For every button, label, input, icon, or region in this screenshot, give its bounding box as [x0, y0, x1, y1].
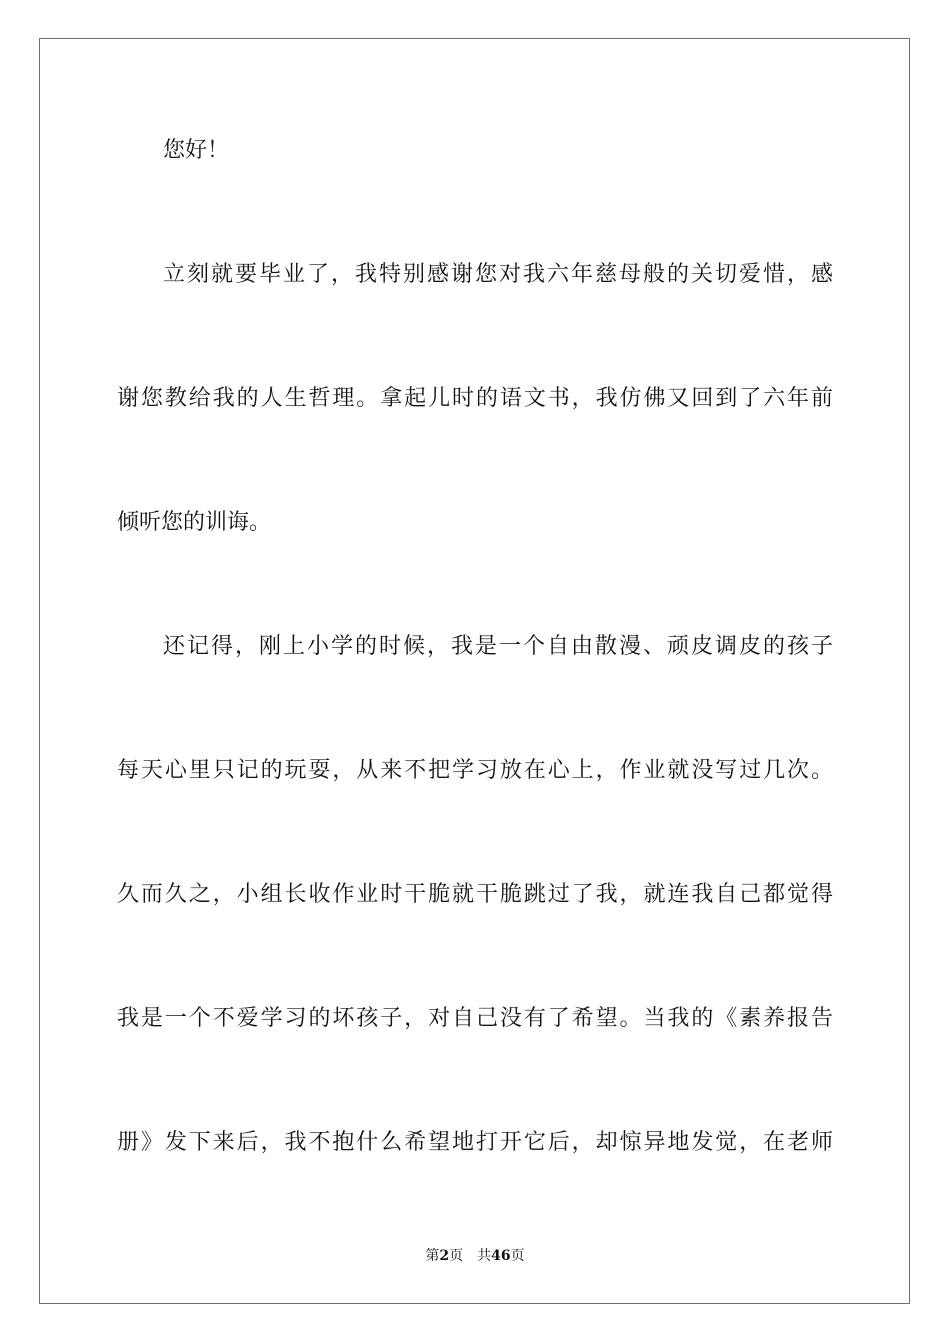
total-suffix: 页: [510, 1248, 525, 1264]
page-suffix: 页: [449, 1248, 464, 1264]
text-line: 倾听您的训诲。: [117, 510, 272, 535]
total-prefix: 共: [477, 1248, 492, 1264]
text-line: 每天心里只记的玩耍，从来不把学习放在心上，作业就没写过几次。: [117, 758, 833, 783]
text-line: 谢您教给我的人生哲理。拿起儿时的语文书，我仿佛又回到了六年前: [117, 386, 833, 411]
text-line: 册》发下来后，我不抱什么希望地打开它后，却惊异地发觉，在老师: [117, 1130, 833, 1155]
page-border: [39, 38, 910, 1304]
page-prefix: 第: [425, 1248, 440, 1264]
greeting-line: 您好！: [163, 138, 230, 163]
text-line: 还记得，刚上小学的时候，我是一个自由散漫、顽皮调皮的孩子: [163, 634, 833, 659]
text-line: 久而久之，小组长收作业时干脆就干脆跳过了我，就连我自己都觉得: [117, 882, 833, 907]
page-number: 2: [439, 1248, 450, 1264]
text-line: 立刻就要毕业了，我特别感谢您对我六年慈母般的关切爱惜，感: [163, 262, 833, 287]
page-footer: [0, 1246, 950, 1266]
text-line: 我是一个不爱学习的坏孩子，对自己没有了希望。当我的《素养报告: [117, 1006, 833, 1031]
total-pages: 46: [491, 1248, 511, 1264]
